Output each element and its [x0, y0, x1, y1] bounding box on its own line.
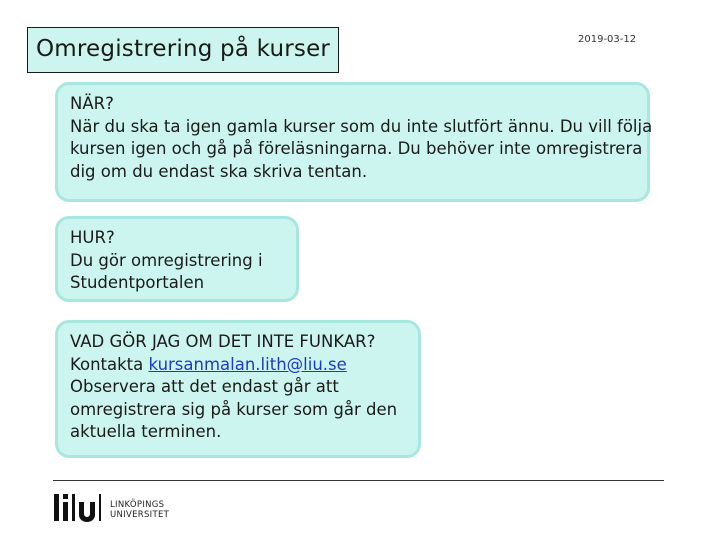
- how-text-line: Studentportalen: [70, 273, 205, 292]
- troubleshoot-text-line: omregistrera sig på kurser som går den: [70, 399, 398, 419]
- when-text-line: När du ska ta igen gamla kurser som du inte slutfört ännu. Du vill följa: [70, 116, 653, 136]
- when-heading: NÄR?: [70, 94, 114, 113]
- footer-divider: [53, 480, 664, 481]
- when-text-line: kursen igen och gå på föreläsningarna. Du behöver inte omregistrera: [70, 139, 643, 158]
- troubleshoot-heading: VAD GÖR JAG OM DET INTE FUNKAR?: [70, 332, 376, 351]
- university-name-line1: LINKÖPINGS: [110, 500, 165, 510]
- slide-date: 2019-03-12: [578, 34, 637, 45]
- university-name-line2: UNIVERSITET: [110, 510, 170, 520]
- how-heading: HUR?: [70, 228, 115, 247]
- how-text-line: Du gör omregistrering i: [70, 250, 263, 270]
- slide-title: Omregistrering på kurser: [27, 27, 339, 73]
- troubleshoot-text-line: Observera att det endast går att: [70, 377, 339, 396]
- contact-prefix: Kontakta: [70, 354, 149, 374]
- troubleshoot-card: [55, 320, 421, 458]
- troubleshoot-text-line: aktuella terminen.: [70, 422, 222, 441]
- when-text-line: dig om du endast ska skriva tentan.: [70, 161, 368, 181]
- how-card: [55, 216, 299, 302]
- university-name: [110, 500, 169, 520]
- when-card: [55, 82, 653, 202]
- email-link[interactable]: kursanmalan.lith@liu.se: [148, 354, 347, 374]
- contact-line: [70, 354, 418, 377]
